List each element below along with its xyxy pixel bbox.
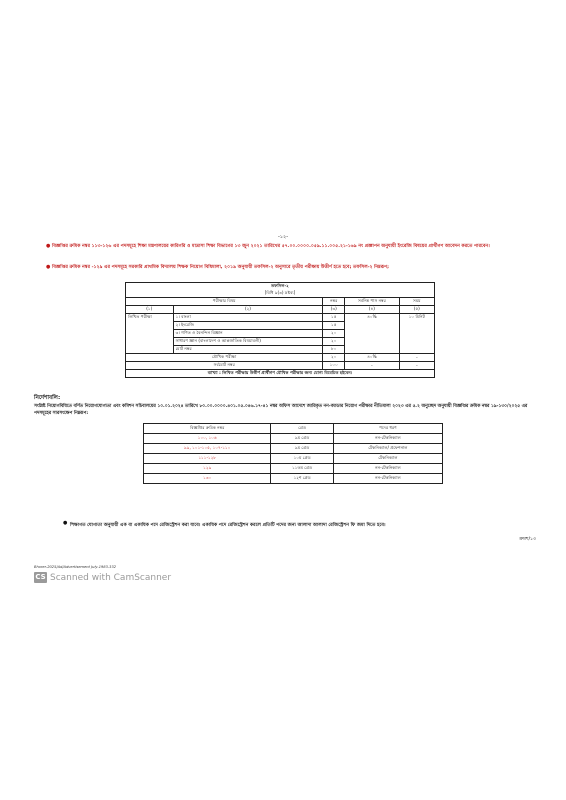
written-exam-label: লিখিত পরীক্ষা (126, 314, 174, 354)
subject-name: ১। বাংলা (173, 314, 323, 322)
schedule-title-text: তফসিল-২ (271, 283, 289, 288)
bullet-icon: ● (46, 264, 51, 270)
bullet-item-2 (46, 264, 522, 271)
continuation-mark: ক্রমশ/১৩ (519, 537, 536, 542)
subject-name: সাধারণ জ্ঞান (বাংলাদেশ ও আন্তর্জাতিক বিষয়াবলী) (173, 338, 323, 346)
grade-serial: ১৩০ (144, 474, 271, 484)
footer-source: Bhorer-2025/Ad/Advertisement July-1983-332 (34, 565, 117, 569)
col-number: (৫) (399, 306, 434, 314)
total-pass: - (345, 362, 400, 370)
subject-name: ৩। গণিত ও বৈনন্দিন বিজ্ঞান (173, 330, 323, 338)
grade-serial: ১১১-১২৮ (144, 454, 271, 464)
grade-header-type: পদের ধরণ (333, 424, 442, 434)
page-number: -১২- (277, 234, 289, 240)
col-number: (১) (126, 306, 174, 314)
camscanner-logo-icon: CS (35, 573, 46, 581)
directives-heading: নির্দেশাবলি: (34, 395, 61, 401)
grade-type: নন-টেকনিক্যাল (333, 434, 442, 444)
total-marks: ১০০ (323, 362, 345, 370)
grade-serial: ৯৯, ১০১-১০৫, ১০৭-১১০ (144, 444, 271, 454)
total-time: - (399, 362, 434, 370)
total-label: সর্বমোট নম্বর (126, 362, 323, 370)
bullet-icon: ● (63, 520, 68, 526)
directives-text: সংশ্লিষ্ট নিয়োগবিধিতে বর্ণিত নিয়োগযোগ্যতা এবং কমিশন সচিবালয়ের ১০.০১.২০২৪ তারিখে ৮০.০০.০০০০.৪০১.০৫.০৪৬.১৭-৪১ নম্বর অফিস আদেশে জারিকৃত নন-ক্যাডার নিয়োগ পরীক্ষার নীতিমালা ২০২৩ এর ৫.২ অনুচ্ছেদ অনুযায়ী বিজ্ঞপ্তির ক্রমিক নম্বর ১৯-১৩০/২০২৫ এর পদসমূহের সারসংক্ষেপ নিম্নরূপ: (34, 404, 528, 416)
table-row (144, 444, 443, 454)
subject-marks: ২০ (323, 338, 345, 346)
grade-value: ১১তম গ্রেড (271, 464, 333, 474)
grade-table (143, 423, 443, 484)
viva-pass: ৪০% (345, 354, 400, 362)
grade-serial: ১২৯ (144, 464, 271, 474)
bottom-bullet-text: শিক্ষাগত যোগ্যতা অনুযায়ী এক বা একাধিক পদে রেজিস্ট্রেশন করা যাবে। একাধিক পদে রেজিস্ট্রেশন করলে প্রতিটি পদের জন্য আলাদা আলাদা রেজিস্ট্রেশন ফি জমা দিতে হবে। (70, 523, 386, 528)
subject-name: ২। ইংরেজি (173, 322, 323, 330)
header-pass: সর্বনিম্ন পাস নম্বর (345, 298, 400, 306)
grade-value: ৯ম গ্রেড (271, 444, 333, 454)
schedule-table (125, 282, 435, 378)
grade-type: টেকনিক্যাল/ প্রফেশনাল (333, 444, 442, 454)
grade-header-grade: গ্রেড (271, 424, 333, 434)
grade-serial: ১০০, ১০৬ (144, 434, 271, 444)
col-number: (২) (173, 306, 323, 314)
grade-type: টেকনিক্যাল (333, 454, 442, 464)
table-row (144, 474, 443, 484)
table-row (144, 464, 443, 474)
camscanner-watermark (34, 572, 171, 583)
grade-value: ১০ম গ্রেড (271, 454, 333, 464)
grade-value: ১২শ গ্রেড (271, 474, 333, 484)
written-pass: ৪০% (345, 314, 400, 354)
col-number: (৪) (345, 306, 400, 314)
viva-marks: ২০ (323, 354, 345, 362)
bullet-text-1: বিজ্ঞপ্তির ক্রমিক নম্বর ১১৩-১২৬ এর পদসমূহে শিক্ষা মন্ত্রণালয়ের কারিগরি ও মাদ্রাসা শিক্ষা বিভাগের ১৩ জুন ২০২১ তারিখের ৫৭.০০.০০০০.০৫৯.১১.০০৫.২১-১৬৯ নং প্রজ্ঞাপন অনুযায়ী ইংরেজি বিষয়ের প্রার্থীগণ আবেদন করতে পারবেন। (52, 244, 490, 249)
subject-marks: ১৫ (323, 322, 345, 330)
viva-label: মৌখিক পরীক্ষা (126, 354, 323, 362)
schedule-title (126, 283, 435, 298)
subject-marks: ৮০ (323, 346, 345, 354)
bullet-text-2: বিজ্ঞপ্তির ক্রমিক নম্বর -১২৯ এর পদসমূহে সরকারি প্রাথমিক বিদ্যালয় শিক্ষক নিয়োগ বিধিমালা, ২০১৯ অনুযায়ী তফসিল-২ অনুসারে তৃতীয় পরীক্ষায় উত্তীর্ণ হতে হবে; তফসিল-২ নিম্নরূপ; (52, 265, 390, 270)
header-subject: পরীক্ষার বিষয় (126, 298, 323, 306)
grade-type: নন-টেকনিক্যাল (333, 464, 442, 474)
bullet-item-1 (46, 243, 522, 250)
subject-marks: ১৫ (323, 314, 345, 322)
grade-header-serial: বিজ্ঞপ্তির ক্রমিক নম্বর (144, 424, 271, 434)
grade-type: নন-টেকনিক্যাল (333, 474, 442, 484)
schedule-note: ব্যাখ্যা : লিখিত পরীক্ষায় উত্তীর্ণ প্রার্থীগণ মৌখিক পরীক্ষার জন্য যোগ্য বিবেচিত হইবেন। (126, 370, 435, 378)
schedule-subtitle-text: [বিধি ৯(৩) দ্রষ্টব্য] (264, 290, 296, 295)
col-number: (৩) (323, 306, 345, 314)
header-marks: নম্বর (323, 298, 345, 306)
header-time: সময় (399, 298, 434, 306)
subject-marks: ২০ (323, 330, 345, 338)
subject-name: মোট নম্বর (173, 346, 323, 354)
written-time: ১০ মিনিট (399, 314, 434, 354)
bullet-icon: ● (46, 243, 51, 249)
grade-value: ৯ম গ্রেড (271, 434, 333, 444)
bottom-bullet-item (63, 520, 540, 529)
camscanner-text: Scanned with CamScanner (50, 572, 172, 583)
viva-time: - (399, 354, 434, 362)
table-row (144, 434, 443, 444)
table-row (144, 454, 443, 464)
